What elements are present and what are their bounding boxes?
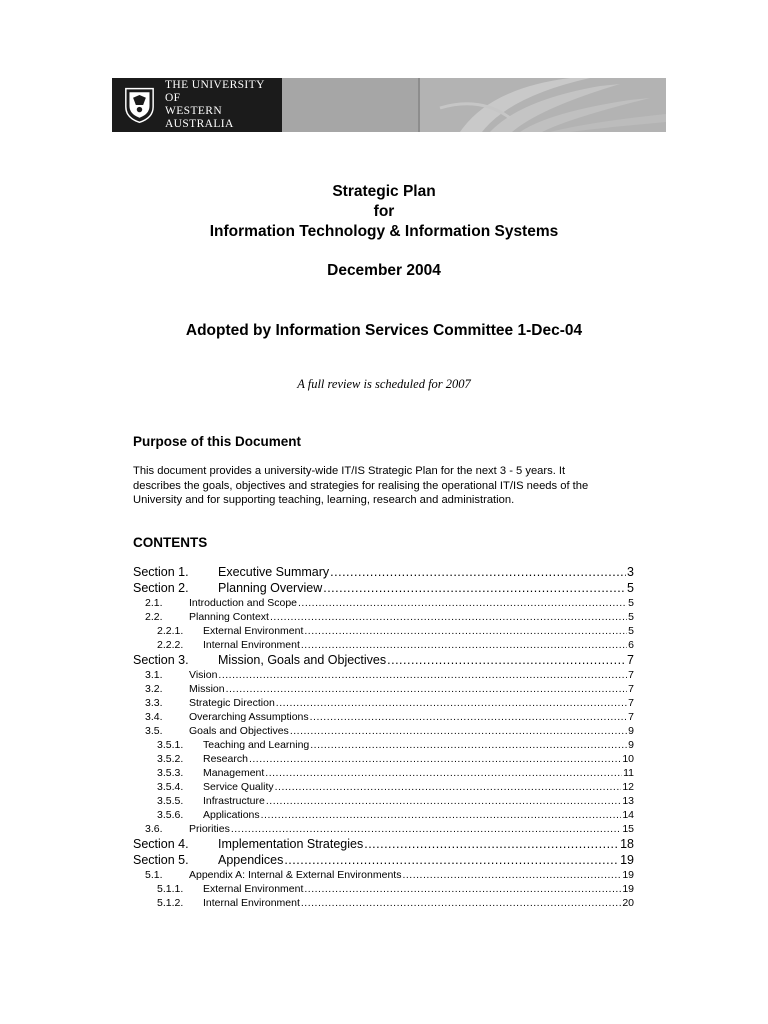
toc-dot-leader [304, 625, 627, 637]
toc-entry-title: Priorities [189, 823, 230, 835]
toc-entry-title: Internal Environment [203, 897, 300, 909]
toc-dot-leader [218, 669, 627, 681]
purpose-paragraph [133, 464, 633, 508]
toc-entry-page: 12 [622, 781, 634, 793]
toc-entry-number: 3.3. [145, 697, 163, 709]
banner-swoosh-panel [420, 78, 666, 132]
toc-entry-number: Section 4. [133, 837, 189, 851]
toc-entry[interactable] [157, 809, 634, 823]
toc-dot-leader [266, 795, 621, 807]
toc-entry[interactable] [133, 581, 634, 597]
toc-entry-page: 7 [628, 683, 634, 695]
toc-dot-leader [323, 581, 626, 595]
toc-entry-page: 14 [622, 809, 634, 821]
toc-entry-number: 3.5. [145, 725, 163, 737]
toc-entry-title: Implementation Strategies [218, 837, 364, 851]
university-name-line2: WESTERN AUSTRALIA [164, 105, 234, 130]
toc-entry[interactable] [157, 883, 634, 897]
toc-entry-number: Section 2. [133, 581, 189, 595]
toc-dot-leader [364, 837, 619, 851]
toc-entry[interactable] [157, 767, 634, 781]
purpose-line-2: describes the goals, objectives and strategies for realising the operational IT/IS needs of the [133, 479, 589, 492]
university-name [165, 79, 282, 131]
adoption-note: Adopted by Information Services Committee 1-Dec-04 [185, 322, 583, 339]
toc-entry-title: Appendices [218, 853, 284, 867]
toc-entry[interactable] [133, 853, 634, 869]
toc-dot-leader [275, 781, 622, 793]
toc-dot-leader [310, 739, 627, 751]
toc-entry[interactable] [157, 897, 634, 911]
toc-entry-title: Teaching and Learning [203, 739, 310, 751]
toc-entry-title: Mission, Goals and Objectives [218, 653, 387, 667]
toc-dot-leader [301, 639, 627, 651]
toc-entry-title: Planning Overview [218, 581, 323, 595]
document-date: December 2004 [327, 262, 441, 279]
toc-entry-number: 5.1.1. [157, 883, 184, 895]
review-note: A full review is scheduled for 2007 [297, 377, 471, 391]
toc-entry-number: 2.2. [145, 611, 163, 623]
toc-entry-page: 7 [627, 653, 634, 667]
toc-entry[interactable] [145, 597, 634, 611]
toc-dot-leader [387, 653, 626, 667]
swoosh-decoration-icon [420, 78, 666, 132]
toc-entry-page: 3 [627, 565, 634, 579]
toc-dot-leader [301, 897, 621, 909]
university-crest-icon [124, 85, 155, 125]
toc-dot-leader [330, 565, 626, 579]
toc-dot-leader [290, 725, 627, 737]
toc-dot-leader [304, 883, 621, 895]
purpose-line-3: University and for supporting teaching, learning, research and administration. [133, 494, 515, 506]
toc-entry-page: 7 [628, 711, 634, 723]
toc-dot-leader [310, 711, 628, 723]
toc-entry-page: 19 [622, 883, 634, 895]
toc-entry-number: 3.5.1. [157, 739, 184, 751]
toc-entry[interactable] [157, 753, 634, 767]
toc-entry-page: 7 [628, 697, 634, 709]
toc-entry-number: 3.5.4. [157, 781, 184, 793]
toc-entry-title: External Environment [203, 625, 304, 637]
toc-entry-number: Section 3. [133, 653, 189, 667]
toc-entry-number: 5.1.2. [157, 897, 184, 909]
toc-dot-leader [276, 697, 627, 709]
toc-entry-number: 2.2.1. [157, 625, 184, 637]
toc-entry-number: 3.4. [145, 711, 163, 723]
toc-entry-number: 5.1. [145, 869, 163, 881]
toc-entry-number: 3.2. [145, 683, 163, 695]
toc-entry-title: Introduction and Scope [189, 597, 297, 609]
toc-dot-leader [249, 753, 621, 765]
toc-entry-number: 3.5.3. [157, 767, 184, 779]
toc-entry-title: Research [203, 753, 248, 765]
toc-entry[interactable] [145, 669, 634, 683]
toc-entry-page: 9 [628, 725, 634, 737]
toc-entry-page: 10 [622, 753, 634, 765]
toc-entry-title: Goals and Objectives [189, 725, 289, 737]
toc-entry-page: 9 [628, 739, 634, 751]
toc-entry[interactable] [145, 823, 634, 837]
toc-entry-title: Strategic Direction [189, 697, 275, 709]
toc-dot-leader [270, 611, 627, 623]
toc-entry[interactable] [133, 565, 634, 581]
toc-entry-page: 20 [622, 897, 634, 909]
toc-entry-title: Executive Summary [218, 565, 330, 579]
toc-entry[interactable] [145, 725, 634, 739]
toc-entry-page: 19 [620, 853, 634, 867]
toc-dot-leader [284, 853, 619, 867]
toc-entry-number: 3.5.6. [157, 809, 184, 821]
purpose-line-1: This document provides a university-wide IT/IS Strategic Plan for the next 3 - 5 years. It [133, 465, 566, 477]
title-line-2: for [373, 203, 395, 220]
toc-entry-page: 5 [628, 611, 634, 623]
toc-entry-page: 6 [628, 639, 634, 651]
toc-entry[interactable] [157, 795, 634, 809]
toc-dot-leader [231, 823, 621, 835]
toc-entry-title: Applications [203, 809, 260, 821]
toc-entry[interactable] [145, 683, 634, 697]
toc-entry-number: Section 5. [133, 853, 189, 867]
toc-entry[interactable] [157, 781, 634, 795]
toc-entry-number: 3.6. [145, 823, 163, 835]
toc-entry-title: Mission [189, 683, 225, 695]
toc-entry-page: 5 [628, 597, 634, 609]
toc-dot-leader [298, 597, 627, 609]
toc-entry-title: Appendix A: Internal & External Environments [189, 869, 402, 881]
toc-dot-leader [265, 767, 622, 779]
title-line-1: Strategic Plan [332, 183, 436, 200]
university-banner [112, 78, 666, 132]
toc-entry-number: 2.2.2. [157, 639, 184, 651]
toc-entry-page: 18 [620, 837, 634, 851]
title-line-3: Information Technology & Information Systems [209, 223, 559, 240]
toc-dot-leader [226, 683, 628, 695]
university-name-line1: THE UNIVERSITY OF [164, 79, 265, 104]
toc-entry-title: Vision [189, 669, 218, 681]
toc-entry-title: Service Quality [203, 781, 274, 793]
toc-entry-page: 13 [622, 795, 634, 807]
university-logo-block [112, 78, 282, 132]
toc-entry[interactable] [133, 837, 634, 853]
toc-entry-title: Planning Context [189, 611, 269, 623]
toc-entry[interactable] [157, 739, 634, 753]
toc-entry-page: 7 [628, 669, 634, 681]
banner-grey-panel [282, 78, 418, 132]
toc-dot-leader [261, 809, 622, 821]
toc-entry[interactable] [145, 697, 634, 711]
toc-entry-title: Infrastructure [203, 795, 265, 807]
toc-entry[interactable] [157, 625, 634, 639]
toc-entry-page: 5 [628, 625, 634, 637]
toc-entry-title: External Environment [203, 883, 304, 895]
toc-entry-title: Management [203, 767, 265, 779]
purpose-heading: Purpose of this Document [133, 434, 302, 449]
toc-entry-title: Overarching Assumptions [189, 711, 309, 723]
toc-entry-page: 5 [627, 581, 634, 595]
toc-entry[interactable] [145, 611, 634, 625]
toc-entry-title: Internal Environment [203, 639, 300, 651]
toc-entry[interactable] [145, 869, 634, 883]
document-title-block [0, 182, 768, 281]
toc-entry-number: 2.1. [145, 597, 163, 609]
contents-heading: CONTENTS [133, 535, 208, 550]
toc-entry-number: 3.5.2. [157, 753, 184, 765]
toc-entry-number: Section 1. [133, 565, 189, 579]
toc-entry-number: 3.1. [145, 669, 163, 681]
toc-dot-leader [402, 869, 621, 881]
toc-entry-page: 15 [622, 823, 634, 835]
toc-entry[interactable] [145, 711, 634, 725]
toc-entry[interactable] [157, 639, 634, 653]
toc-entry-number: 3.5.5. [157, 795, 184, 807]
toc-entry-page: 11 [623, 767, 634, 779]
toc-entry-page: 19 [622, 869, 634, 881]
toc-entry[interactable] [133, 653, 634, 669]
